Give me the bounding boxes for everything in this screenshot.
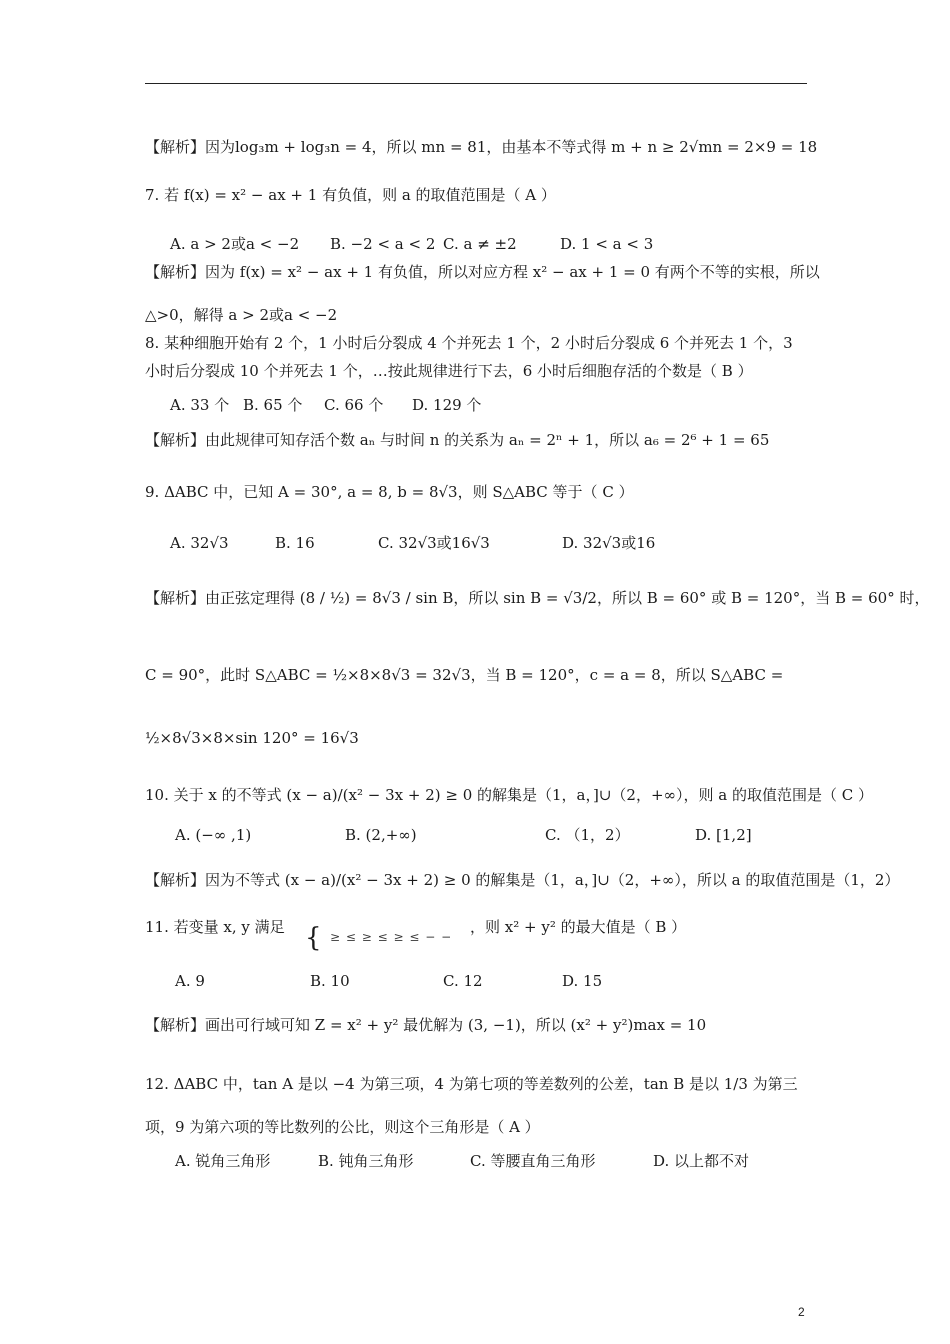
solution-q7-line1: 【解析】因为 f(x) = x² − ax + 1 有负值，所以对应方程 x² − ax + 1 = 0 有两个不等的实根，所以	[145, 263, 820, 281]
solution-q6: 【解析】因为log₃m + log₃n = 4，所以 mn = 81，由基本不等式得 m + n ≥ 2√mn = 2×9 = 18	[145, 138, 818, 156]
question-10: 10. 关于 x 的不等式 (x − a)/(x² − 3x + 2) ≥ 0 的解集是（1，a，]∪（2，+∞），则 a 的取值范围是（ C ）	[145, 786, 874, 804]
q10-option-c: C. （1，2）	[545, 826, 630, 844]
q9-option-d: D. 32√3或16	[562, 534, 656, 552]
q11-option-b: B. 10	[310, 972, 350, 990]
solution-q7-line2: △>0，解得 a > 2或a < −2	[145, 306, 338, 324]
q9-option-b: B. 16	[275, 534, 315, 552]
q7-option-c: C. a ≠ ±2	[443, 235, 517, 253]
solution-q9-line1: 【解析】由正弦定理得 (8 / ½) = 8√3 / sin B，所以 sin B = √3/2，所以 B = 60° 或 B = 120°，当 B = 60° 时，	[145, 589, 930, 607]
q12-option-c: C. 等腰直角三角形	[470, 1152, 596, 1170]
q12-option-d: D. 以上都不对	[653, 1152, 750, 1170]
q8-option-b: B. 65 个	[243, 396, 303, 414]
q7-option-b: B. −2 < a < 2	[330, 235, 436, 253]
question-11-start: 11. 若变量 x, y 满足	[145, 918, 285, 936]
q7-option-d: D. 1 < a < 3	[560, 235, 654, 253]
q10-option-a: A. (−∞ ,1)	[175, 826, 252, 844]
q10-option-d: D. [1,2]	[695, 826, 752, 844]
solution-q11: 【解析】画出可行域可知 Z = x² + y² 最优解为 (3, −1)，所以 (x² + y²)max = 10	[145, 1016, 707, 1034]
solution-q8: 【解析】由此规律可知存活个数 aₙ 与时间 n 的关系为 aₙ = 2ⁿ + 1，所以 a₆ = 2⁶ + 1 = 65	[145, 431, 770, 449]
question-7: 7. 若 f(x) = x² − ax + 1 有负值，则 a 的取值范围是（ A ）	[145, 186, 556, 204]
q11-option-c: C. 12	[443, 972, 483, 990]
q7-option-a: A. a > 2或a < −2	[170, 235, 300, 253]
q9-option-a: A. 32√3	[170, 534, 229, 552]
q10-option-b: B. (2,+∞)	[345, 826, 417, 844]
q11-option-d: D. 15	[562, 972, 603, 990]
constraint-system-garbled: ≥ ≤ ≥ ≤ ≥ ≤ − −	[330, 930, 453, 944]
constraint-brace: {	[305, 923, 322, 953]
question-8-line1: 8. 某种细胞开始有 2 个，1 小时后分裂成 4 个并死去 1 个，2 小时后分裂成 6 个并死去 1 个，3	[145, 334, 793, 352]
question-12-line1: 12. ΔABC 中，tan A 是以 −4 为第三项，4 为第七项的等差数列的公差，tan B 是以 1/3 为第三	[145, 1075, 798, 1093]
q9-option-c: C. 32√3或16√3	[378, 534, 490, 552]
q12-option-b: B. 钝角三角形	[318, 1152, 414, 1170]
question-11-end: ，则 x² + y² 的最大值是（ B ）	[470, 918, 687, 936]
solution-q9-line3: ½×8√3×8×sin 120° = 16√3	[145, 729, 359, 747]
solution-q10: 【解析】因为不等式 (x − a)/(x² − 3x + 2) ≥ 0 的解集是（1，a，]∪（2，+∞），所以 a 的取值范围是（1，2）	[145, 871, 900, 889]
page-number: 2	[798, 1305, 805, 1319]
q8-option-a: A. 33 个	[170, 396, 230, 414]
question-8-line2: 小时后分裂成 10 个并死去 1 个，…按此规律进行下去，6 小时后细胞存活的个数是（ B ）	[145, 362, 753, 380]
header-rule	[145, 83, 807, 84]
q11-option-a: A. 9	[175, 972, 205, 990]
question-9: 9. ΔABC 中，已知 A = 30°, a = 8, b = 8√3，则 S△ABC 等于（ C ）	[145, 483, 634, 501]
q8-option-d: D. 129 个	[412, 396, 482, 414]
question-12-line2: 项，9 为第六项的等比数列的公比，则这个三角形是（ A ）	[145, 1118, 540, 1136]
solution-q9-line2: C = 90°，此时 S△ABC = ½×8×8√3 = 32√3，当 B = 120°，c = a = 8，所以 S△ABC =	[145, 666, 784, 684]
q8-option-c: C. 66 个	[324, 396, 384, 414]
q12-option-a: A. 锐角三角形	[175, 1152, 271, 1170]
